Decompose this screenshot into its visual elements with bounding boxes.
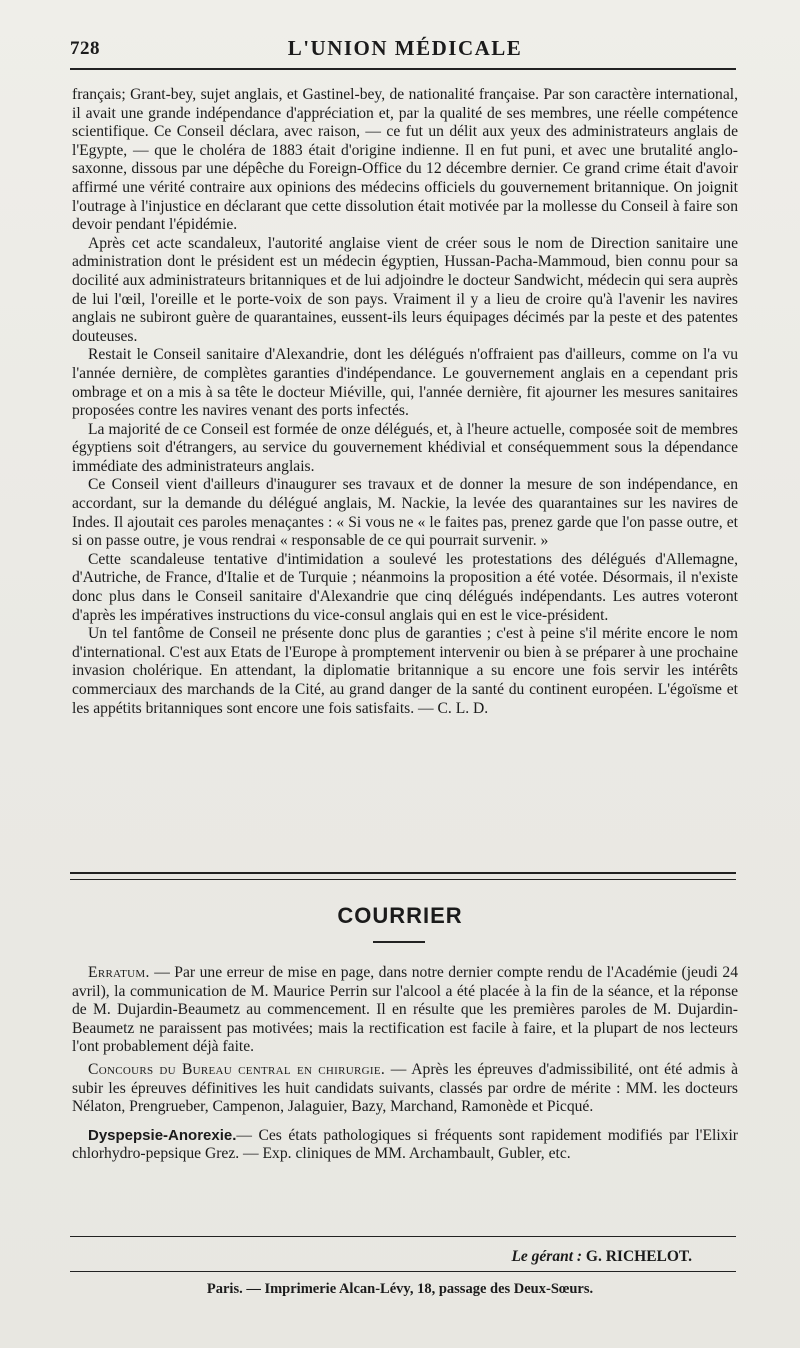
concours-paragraph (72, 1061, 738, 1117)
title-underline (373, 941, 425, 943)
dyspepsie-text: — Ces états pathologiques si fréquents sont rapidement modifiés par l'Elixir chlorhydro-pepsique Grez. — Exp. cliniques de MM. Archambault, Gubler, etc. (72, 1126, 738, 1163)
gerant-line (511, 1248, 692, 1266)
header-rule (70, 68, 736, 70)
article-signature: — C. L. D. (418, 699, 489, 717)
article-body (72, 86, 738, 718)
concours-text: — Après les épreuves d'admissibilité, ont été admis à subir les épreuves définitives les huit candidats suivants, classés par ordre de mérite : MM. les docteurs Nélaton, Prengrueber, Campenon, Jalaguier, Bazy, Marchand, Ramonède et Picqué. (72, 1060, 738, 1116)
footer-rule-bottom (70, 1271, 736, 1272)
courrier-title: COURRIER (337, 903, 463, 928)
running-header (70, 36, 740, 66)
article-paragraph: français; Grant-bey, sujet anglais, et Gastinel-bey, de nationalité française. Par son caractère international, il avait une grande indépendance d'appréciation et, par la qualité de ses membres, une réelle compétence scientifique. Ce Conseil déclara, avec raison, — ce fut un délit aux yeux des administrateurs anglais de l'Egypte, — que le choléra de 1883 était d'origine indienne. Il en fut puni, et avec une brutalité anglo-saxonne, dissous par une dépêche du Foreign-Office du 12 décembre dernier. Ce grand crime était d'avoir affirmé une vérité contraire aux opinions des médecins officiels du gouvernement britannique. On joignit l'outrage à l'injustice en déclarant que cette dissolution était motivée par la mollesse du Conseil à faire son devoir pendant l'épidémie. (72, 86, 738, 234)
courrier-body (72, 964, 738, 1168)
article-paragraph: Cette scandaleuse tentative d'intimidation a soulevé les protestations des délégués d'Allemagne, d'Autriche, de France, d'Italie et de Turquie ; néanmoins la proposition a été votée. Désormais, il n'existe donc plus dans le Conseil sanitaire d'Alexandrie que cinq délégués indépendants. Les autres voteront d'après les impératives instructions du vice-consul anglais qui en est le vice-président. (72, 550, 738, 624)
dyspepsie-paragraph (72, 1127, 738, 1164)
article-paragraph: Restait le Conseil sanitaire d'Alexandrie, dont les délégués n'offraient pas d'ailleurs, comme on l'a vu l'année dernière, de complètes garanties d'indépendance. Le gouvernement anglais en a cependant pris ombrage et on a mis à sa tête le docteur Miéville, qui, l'année dernière, fit ajourner les mesures sanitaires proposées contre les navires venant des ports infectés. (72, 346, 738, 420)
article-paragraph: Ce Conseil vient d'ailleurs d'inaugurer ses travaux et de donner la mesure de son indépendance, en accordant, sur la demande du délégué anglais, M. Nackie, la levée des quarantaines sur les navires de Indes. Il ajoutait ces paroles menaçantes : « Si vous ne « le faites pas, prenez garde que l'on passe outre, et si on passe outre, je vous rendrai « responsable de ce qui pourrait survenir. » (72, 476, 738, 550)
printer-imprint: Paris. — Imprimerie Alcan-Lévy, 18, passage des Deux-Sœurs. (206, 1281, 594, 1297)
page-number: 728 (70, 38, 100, 59)
gerant-name: G. RICHELOT. (582, 1248, 692, 1265)
dyspepsie-lead: Dyspepsie-Anorexie. (88, 1126, 237, 1144)
erratum-text: — Par une erreur de mise en page, dans notre dernier compte rendu de l'Académie (jeudi 24 avril), la communication de M. Maurice Perrin sur l'alcool a été placée à la fin de la séance, et la réponse de M. Dujardin-Beaumetz au commencement. Il en résulte que les premières paroles de M. Dujardin-Beaumetz ne paraissent pas motivées; mais la rectification est facile à faire, et la plupart de nos lecteurs l'ont probablement déjà faite. (72, 964, 738, 1056)
journal-title: L'UNION MÉDICALE (287, 36, 523, 60)
article-paragraph: La majorité de ce Conseil est formée de onze délégués, et, à l'heure actuelle, composée soit de membres égyptiens soit d'étrangers, au service du gouvernement khédivial et conséquemment sous la dépendance immédiate des administrateurs anglais. (72, 420, 738, 475)
concours-lead: Concours du Bureau central en chirurgie. (88, 1060, 386, 1078)
section-divider (70, 872, 736, 880)
footer-rule-top (70, 1236, 736, 1237)
erratum-paragraph (72, 964, 738, 1057)
article-paragraph-text: Un tel fantôme de Conseil ne présente donc plus de garanties ; c'est à peine s'il mérite encore le nom d'international. C'est aux Etats de l'Europe à promptement intervenir ou bien à se préparer à une prochaine invasion cholérique. En attendant, la diplomatie britannique a su encore une fois servir les intérêts commerciaux des marchands de la Cité, au grand danger de la santé du continent européen. L'égoïsme et les appétits britanniques sont encore une fois satisfaits. (72, 625, 738, 717)
article-paragraph: Après cet acte scandaleux, l'autorité anglaise vient de créer sous le nom de Direction sanitaire une administration dont le président est un médecin égyptien, Hussan-Pacha-Mammoud, bien connu pour sa docilité aux administrateurs britanniques et de lui adjoindre le docteur Sandwicht, médecin qui sera auprès de lui l'œil, l'oreille et le porte-voix de son pays. Vraiment il y a lieu de croire qu'à l'avenir les navires anglais ne subiront guère de quarantaines, eussent-ils leurs équipages décimés par la peste et des patentes douteuses. (72, 234, 738, 345)
erratum-lead: Erratum. (88, 964, 150, 981)
gerant-label: Le gérant : (511, 1248, 583, 1265)
article-paragraph-final (72, 625, 738, 718)
